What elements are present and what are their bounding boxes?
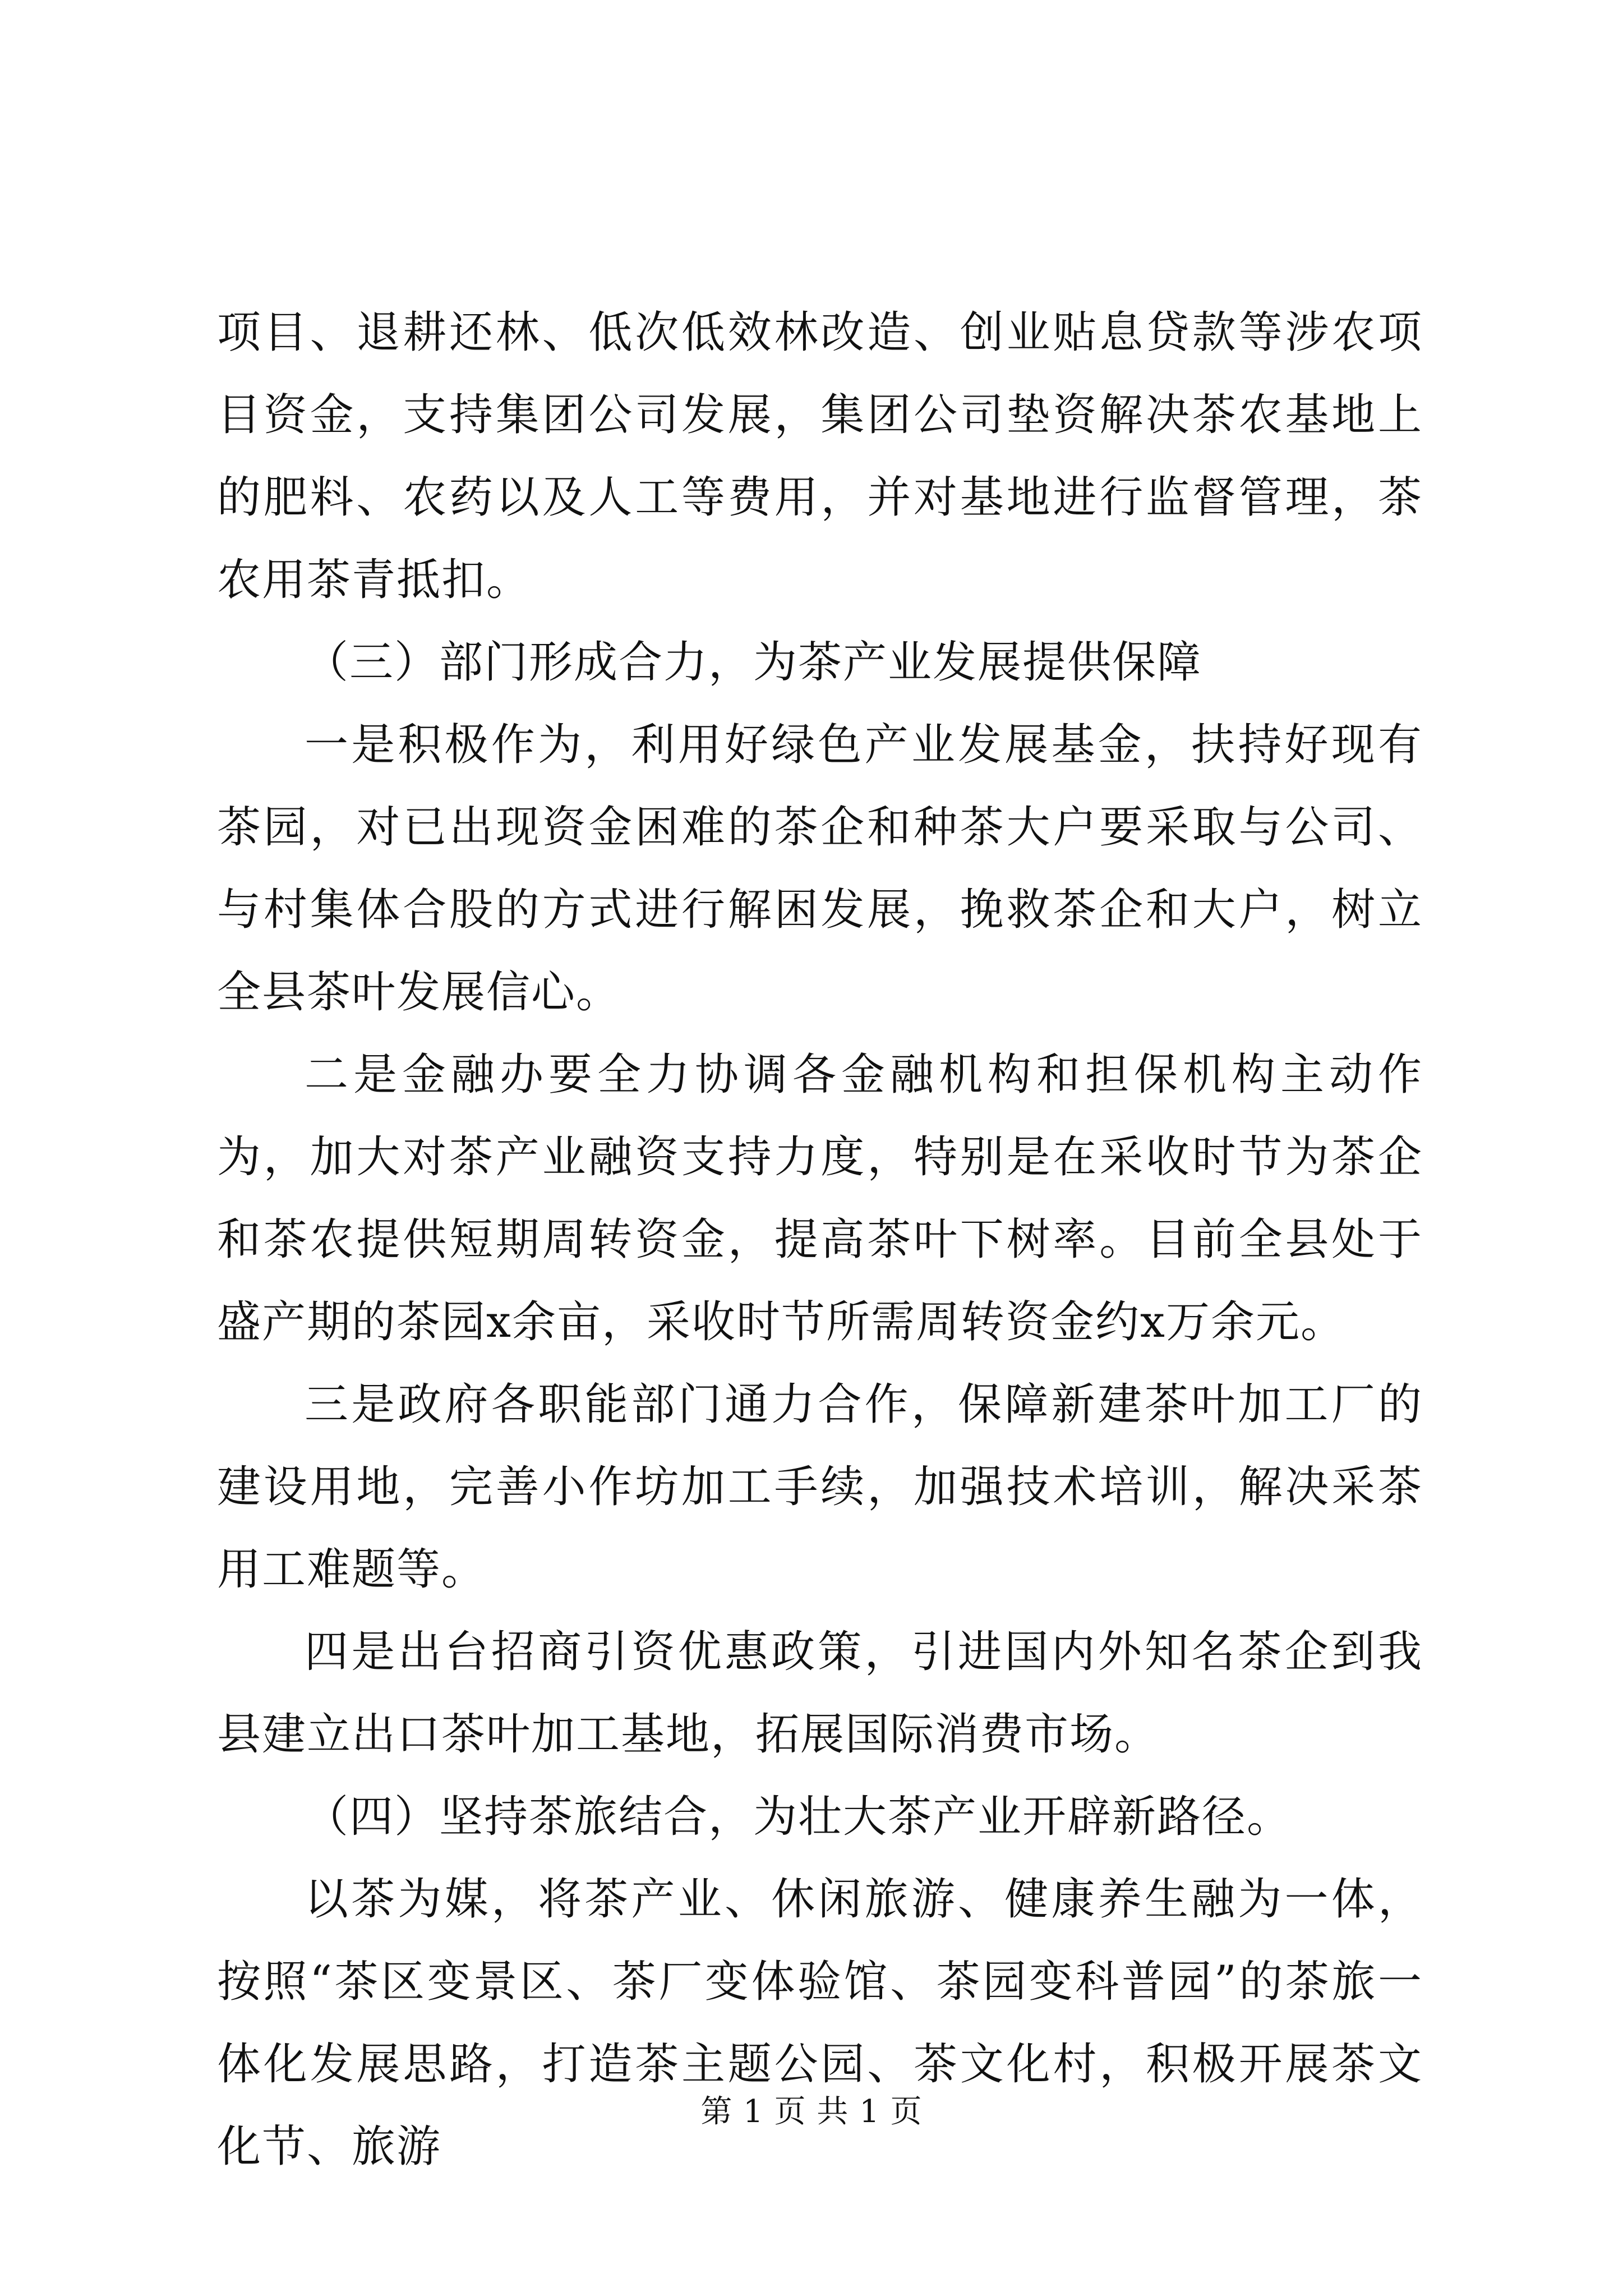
paragraph-tea-tourism: 以茶为媒，将茶产业、休闲旅游、健康养生融为一体，按照“茶区变景区、茶厂变体验馆、茶园变科普园”的茶旅一体化发展思路，打造茶主题公园、茶文化村，积极开展茶文化节、旅游 <box>217 1874 1423 2172</box>
paragraph-fourth-measure: 四是出台招商引资优惠政策，引进国内外知名茶企到我县建立出口茶叶加工基地，拓展国际消费市场。 <box>217 1627 1423 1760</box>
paragraph-continuation: 项目、退耕还林、低次低效林改造、创业贴息贷款等涉农项目资金，支持集团公司发展，集团公司垫资解决茶农基地上的肥料、农药以及人工等费用，并对基地进行监督管理，茶农用茶青抵扣。 <box>217 307 1423 605</box>
paragraph-second-measure: 二是金融办要全力协调各金融机构和担保机构主动作为，加大对茶产业融资支持力度，特别是在采收时节为茶企和茶农提供短期周转资金，提高茶叶下树率。目前全县处于盛产期的茶园x余亩，采收时节所需周转资金约x万余元。 <box>217 1050 1423 1347</box>
section-heading-four: （四）坚持茶旅结合，为壮大茶产业开辟新路径。 <box>305 1792 1292 1842</box>
paragraph-first-measure: 一是积极作为，利用好绿色产业发展基金，扶持好现有茶园，对已出现资金困难的茶企和种茶大户要采取与公司、与村集体合股的方式进行解困发展，挽救茶企和大户，树立全县茶叶发展信心。 <box>217 720 1423 1018</box>
section-heading-three: （三）部门形成合力，为茶产业发展提供保障 <box>305 637 1202 688</box>
page-footer: 第 1 页 共 1 页 <box>700 2093 923 2130</box>
paragraph-third-measure: 三是政府各职能部门通力合作，保障新建茶叶加工厂的建设用地，完善小作坊加工手续，加强技术培训，解决采茶用工难题等。 <box>217 1379 1423 1595</box>
document-body <box>217 292 1423 2188</box>
